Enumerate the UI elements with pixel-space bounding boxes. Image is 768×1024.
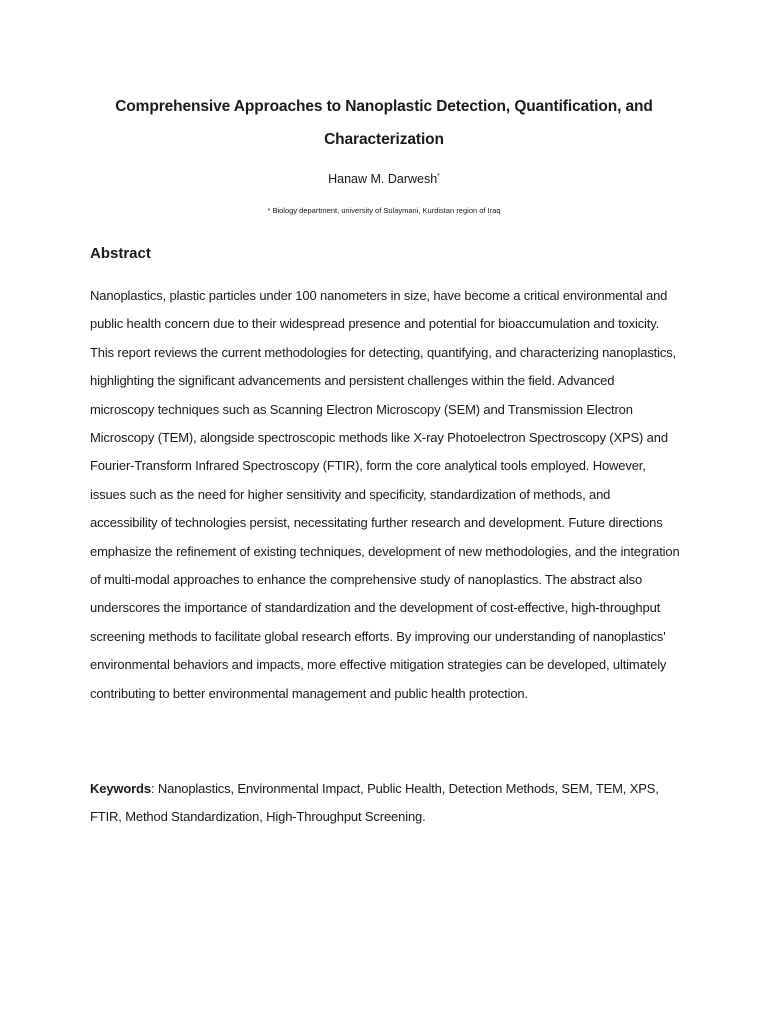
author-affiliation: * Biology department, university of Sulaymani, Kurdistan region of Iraq bbox=[267, 206, 501, 215]
author-line bbox=[0, 169, 768, 189]
abstract-text: Nanoplastics, plastic particles under 100 nanometers in size, have become a critical environmental and public health concern due to their widespread presence and potential for bioaccumulation and toxicity. This report reviews the current methodologies for detecting, quantifying, and characterizing nanoplastics, highlighting the significant advancements and persistent challenges within the field. Advanced microscopy techniques such as Scanning Electron Microscopy (SEM) and Transmission Electron Microscopy (TEM), alongside spectroscopic methods like X-ray Photoelectron Spectroscopy (XPS) and Fourier-Transform Infrared Spectroscopy (FTIR), form the core analytical tools employed. However, issues such as the need for higher sensitivity and specificity, standardization of methods, and accessibility of technologies persist, necessitating further research and development. Future directions emphasize the refinement of existing techniques, development of new methodologies, and the integration of multi-modal approaches to enhance the comprehensive study of nanoplastics. The abstract also underscores the importance of standardization and the development of cost-effective, high-throughput screening methods to facilitate global research efforts. By improving our understanding of nanoplastics' environmental behaviors and impacts, more effective mitigation strategies can be developed, ultimately contributing to better environmental management and public health protection. bbox=[90, 288, 680, 701]
keywords-separator: : bbox=[150, 781, 158, 796]
keywords-paragraph bbox=[90, 775, 680, 832]
author-name: Hanaw M. Darwesh bbox=[328, 172, 438, 186]
keywords-text: Nanoplastics, Environmental Impact, Public Health, Detection Methods, SEM, TEM, XPS, FTIR, Method Standardization, High-Throughput Screening. bbox=[90, 781, 659, 825]
paper-title: Comprehensive Approaches to Nanoplastic Detection, Quantification, and Characterization bbox=[115, 98, 653, 148]
abstract-heading: Abstract bbox=[90, 245, 151, 262]
author-affiliation-marker: * bbox=[437, 173, 440, 180]
keywords-label: Keywords bbox=[90, 781, 151, 796]
